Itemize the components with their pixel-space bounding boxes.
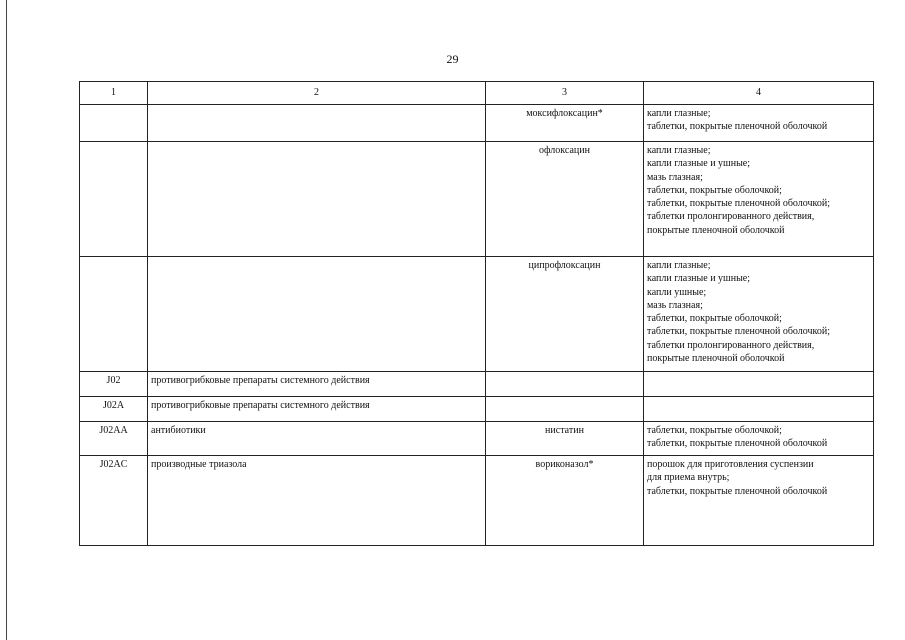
table-row — [80, 422, 874, 456]
table-row — [80, 397, 874, 422]
drug-name-cell: ципрофлоксацин — [486, 257, 644, 372]
atc-code-cell: J02A — [80, 397, 148, 422]
group-name-cell — [148, 257, 486, 372]
drug-name-cell — [486, 372, 644, 397]
dosage-form-line: таблетки, покрытые оболочкой; — [647, 313, 782, 325]
dosage-form-line: таблетки, покрытые пленочной оболочкой — [647, 121, 828, 133]
dosage-form-line: таблетки, покрытые пленочной оболочкой; — [647, 198, 831, 210]
dosage-form-line: таблетки, покрытые оболочкой; — [647, 425, 782, 436]
table-row — [80, 142, 874, 257]
table-row — [80, 105, 874, 142]
table-header-row — [80, 82, 874, 105]
drug-table — [79, 81, 874, 546]
column-header-2: 2 — [148, 82, 486, 105]
dosage-form-line: капли глазные и ушные; — [647, 158, 751, 170]
drug-name-cell — [486, 397, 644, 422]
dosage-forms-cell — [644, 372, 874, 397]
dosage-form-line: мазь глазная; — [647, 171, 703, 183]
atc-code-cell: J02AC — [80, 456, 148, 546]
drug-name-cell: вориконазол* — [486, 456, 644, 546]
dosage-form-line: таблетки пролонгированного действия, — [647, 339, 815, 351]
group-name-cell: противогрибковые препараты системного действия — [148, 397, 486, 422]
column-header-1: 1 — [80, 82, 148, 105]
drug-name-cell: моксифлоксацин* — [486, 105, 644, 142]
column-header-3: 3 — [486, 82, 644, 105]
atc-code-cell — [80, 105, 148, 142]
dosage-forms-cell — [644, 105, 874, 142]
dosage-form-line: для приема внутрь; — [647, 472, 730, 484]
dosage-forms-cell — [644, 142, 874, 257]
dosage-form-line: капли ушные; — [647, 286, 707, 298]
group-name-cell — [148, 142, 486, 257]
group-name-cell: антибиотики — [148, 422, 486, 456]
atc-code-cell: J02 — [80, 372, 148, 397]
dosage-form-line: порошок для приготовления суспензии — [647, 459, 814, 470]
dosage-forms-cell — [644, 456, 874, 546]
table-row — [80, 257, 874, 372]
dosage-form-line: таблетки, покрытые пленочной оболочкой — [647, 485, 828, 497]
dosage-form-line: таблетки, покрытые оболочкой; — [647, 184, 782, 196]
dosage-form-line: капли глазные; — [647, 260, 711, 271]
dosage-form-line: таблетки, покрытые пленочной оболочкой; — [647, 326, 831, 338]
dosage-form-line: таблетки, покрытые пленочной оболочкой — [647, 438, 828, 450]
drug-name-cell: нистатин — [486, 422, 644, 456]
dosage-forms-cell — [644, 397, 874, 422]
table-row — [80, 456, 874, 546]
page-left-border — [6, 0, 7, 640]
atc-code-cell — [80, 142, 148, 257]
group-name-cell: производные триазола — [148, 456, 486, 546]
dosage-form-line: капли глазные; — [647, 145, 711, 156]
group-name-cell — [148, 105, 486, 142]
dosage-form-line: таблетки пролонгированного действия, — [647, 211, 815, 223]
dosage-forms-cell — [644, 422, 874, 456]
column-header-4: 4 — [644, 82, 874, 105]
dosage-form-line: мазь глазная; — [647, 299, 703, 311]
dosage-form-line: покрытые пленочной оболочкой — [647, 224, 785, 236]
page-number: 29 — [446, 52, 459, 66]
atc-code-cell — [80, 257, 148, 372]
dosage-form-line: капли глазные; — [647, 108, 711, 119]
dosage-form-line: покрытые пленочной оболочкой — [647, 353, 785, 365]
atc-code-cell: J02AA — [80, 422, 148, 456]
dosage-forms-cell — [644, 257, 874, 372]
group-name-cell: противогрибковые препараты системного действия — [148, 372, 486, 397]
drug-name-cell: офлоксацин — [486, 142, 644, 257]
table-row — [80, 372, 874, 397]
table-body — [80, 105, 874, 546]
dosage-form-line: капли глазные и ушные; — [647, 273, 751, 285]
